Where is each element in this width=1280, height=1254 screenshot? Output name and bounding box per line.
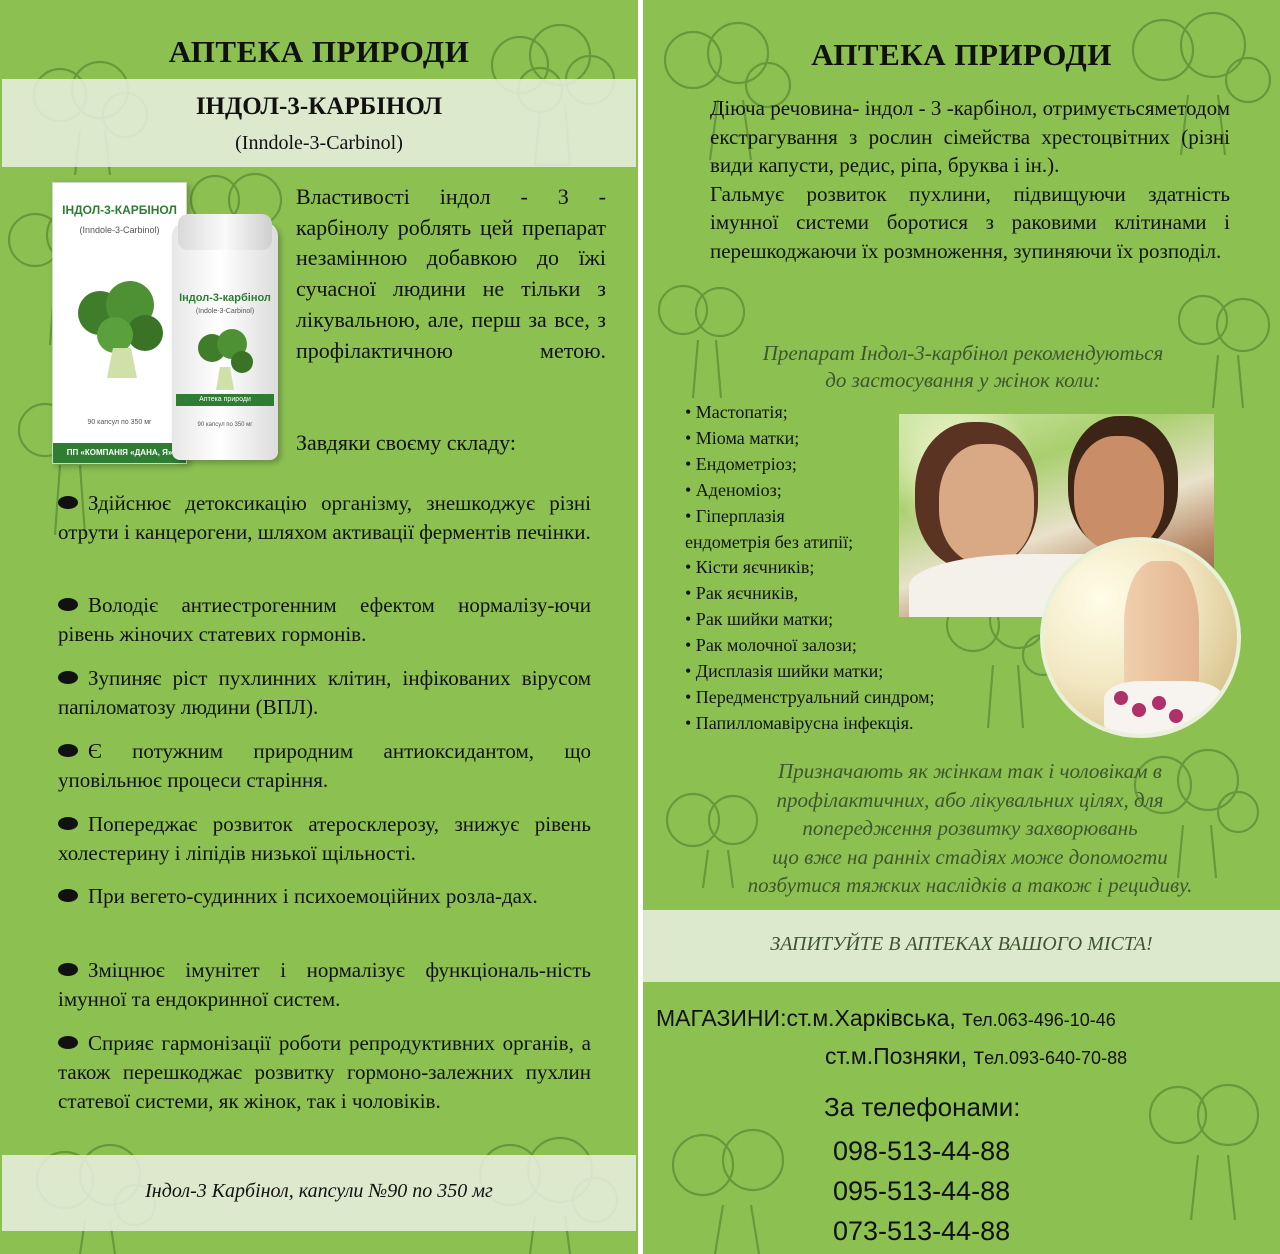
feature-item: Попереджає розвиток атеросклерозу, знижує рівень холестерину і ліпідів низької щільності. — [58, 812, 591, 865]
prescription-note — [683, 757, 1257, 900]
broccoli-doodle-icon — [653, 1120, 813, 1254]
list-item: • Рак яєчників, — [685, 583, 799, 604]
right-panel — [643, 0, 1280, 1254]
product-box-image — [52, 182, 187, 464]
feature-item: Здійснює детоксикацію організму, знешкоджує різні отрути і канцерогени, шляхом активації ферментів печінки. — [58, 491, 591, 544]
list-item: ендометрія без атипії; — [685, 531, 854, 552]
phone-number: 095-513-44-88 — [833, 1176, 1011, 1206]
shop-phone: ел.093-640-70-88 — [984, 1048, 1128, 1068]
recommendation-line: до застосування у жінок коли: — [825, 368, 1101, 392]
intro-paragraph: Властивості індол - 3 - карбінолу роблять цей препарат незамінною добавкою до їжі сучасної людини не тільки з лікувальною, але, перш за все, з профілактичною метою. — [296, 184, 606, 363]
jar-subtitle: (Indole-3-Carbinol) — [195, 308, 255, 315]
description-paragraph-1: Діюча речовина- індол - 3 -карбінол, отримуєтьсяметодом екстрагування з рослин сімейства хрестоцвітних (різні види капусти, редис, ріпа, бруква і ін.). — [710, 96, 1230, 178]
conditions-list — [685, 400, 985, 737]
box-brand: ПП «КОМПАНІЯ «ДАНА, Я» — [53, 443, 186, 463]
list-item: • Рак молочної залози; — [685, 635, 857, 656]
shop-line-2 — [825, 1043, 1127, 1070]
feature-item: Володіє антиестрогенним ефектом нормалізу-ючи рівень жіночих статевих гормонів. — [58, 593, 591, 646]
bullet-dot-icon — [58, 1036, 78, 1049]
bullet-dot-icon — [58, 744, 78, 757]
bullet-dot-icon — [58, 496, 78, 509]
list-item: • Гіперплазія — [685, 505, 785, 526]
jar-capsule-count: 90 капсул по 350 мг — [197, 422, 253, 428]
bullet-dot-icon — [58, 671, 78, 684]
feature-item: Є потужним природним антиоксидантом, що уповільнює процеси старіння. — [58, 739, 591, 792]
left-panel — [0, 0, 638, 1254]
product-footer: Індол-3 Карбінол, капсули №90 по 350 мг — [145, 1180, 493, 1202]
list-item: • Мастопатія; — [685, 402, 788, 422]
intro-lead-in: Завдяки своєму складу: — [296, 430, 516, 455]
bullet-dot-icon — [58, 889, 78, 902]
feature-item: При вегето-судинних і психоемоційних розла-дах. — [58, 882, 591, 911]
phone-number: 098-513-44-88 — [833, 1136, 1011, 1166]
list-item: • Міома матки; — [685, 427, 800, 448]
woman-back-photo — [1040, 537, 1241, 738]
shop-label: МАГАЗИНИ:ст.м.Харківська, т — [656, 1005, 973, 1031]
prescription-line: позбутися тяжких наслідків а також і рецидиву. — [747, 873, 1193, 897]
bullet-dot-icon — [58, 817, 78, 830]
feature-item: Зупиняє ріст пухлинних клітин, інфікованих вірусом папіломатозу людини (ВПЛ). — [58, 666, 591, 719]
product-name: ІНДОЛ-3-КАРБІНОЛ — [195, 93, 443, 120]
broccoli-doodle-icon — [1133, 1070, 1280, 1220]
list-item: • Аденоміоз; — [685, 479, 782, 500]
prescription-line: Призначають як жінкам так і чоловікам в — [778, 759, 1162, 783]
prescription-line: що вже на ранніх стадіях може допомогти — [772, 844, 1168, 869]
bullet-dot-icon — [58, 598, 78, 611]
box-capsule-count: 90 капсул по 350 мг — [87, 419, 152, 426]
box-title: ІНДОЛ-3-КАРБІНОЛ — [62, 203, 177, 217]
jar-cap — [178, 214, 272, 250]
bullet-dot-icon — [58, 963, 78, 976]
broccoli-icon — [65, 273, 175, 383]
right-heading: АПТЕКА ПРИРОДИ — [811, 37, 1112, 72]
shop-phone: ел.063-496-10-46 — [972, 1010, 1116, 1030]
list-item: • Дисплазія шийки матки; — [685, 661, 884, 682]
list-item: • Ендометріоз; — [685, 453, 797, 474]
list-item: • Рак шийки матки; — [685, 609, 834, 630]
recommendation-line: Препарат Індол-3-карбінол рекомендуються — [762, 341, 1164, 365]
list-item: • Передменструальний синдром; — [685, 686, 935, 707]
jar-title: Індол-3-карбінол — [179, 292, 271, 304]
shop-line-1 — [656, 1005, 1116, 1032]
description — [710, 94, 1230, 266]
ask-pharmacies: ЗАПИТУЙТЕ В АПТЕКАХ ВАШОГО МІСТА! — [770, 933, 1153, 955]
phones-label: За телефонами: — [824, 1092, 1021, 1122]
feature-item: Зміцнює імунітет і нормалізує функціональ-ність імунної та ендокринної систем. — [58, 958, 591, 1011]
shop-label: ст.м.Позняки, т — [825, 1043, 985, 1069]
jar-band: Аптека природи — [176, 394, 274, 406]
product-latin-name: (Inndole-3-Carbinol) — [235, 132, 403, 154]
list-item: • Кісти яєчників; — [685, 557, 815, 578]
box-subtitle: (Inndole-3-Carbinol) — [79, 225, 160, 235]
list-item: • Папилломавірусна інфекція. — [685, 712, 914, 733]
prescription-line: профілактичних, або лікувальних цілях, для — [776, 787, 1164, 812]
recommendation-heading — [683, 340, 1243, 394]
description-paragraph-2: Гальмує розвиток пухлини, підвищуючи здатність імунної системи боротися з раковими клітинами і перешкоджаючи їх розмноження, зупиняючи їх розподіл. — [710, 181, 1230, 263]
phone-number: 073-513-44-88 — [833, 1216, 1011, 1246]
prescription-line: попередження розвитку захворювань — [802, 816, 1138, 840]
feature-item: Сприяє гармонізації роботи репродуктивних органів, а також перешкоджає розвитку гормоно-залежних пухлин статевої системи, як жінок, так і чоловіків. — [58, 1031, 591, 1113]
left-heading: АПТЕКА ПРИРОДИ — [168, 34, 470, 69]
broccoli-icon — [190, 322, 260, 392]
product-jar-image — [172, 222, 278, 460]
